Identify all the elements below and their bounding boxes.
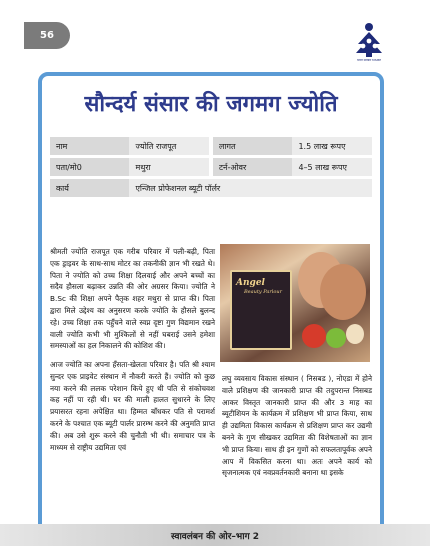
info-row-address <box>50 158 372 176</box>
footer-title: स्वावलंबन की ओर–भाग 2 <box>170 532 260 542</box>
poster-title: Angel <box>236 278 265 288</box>
parlour-poster <box>230 270 292 350</box>
parlour-photo <box>220 244 370 362</box>
info-value: एन्जिल प्रोफेशनल ब्यूटी पॉर्लर <box>129 179 372 197</box>
info-label: लागत <box>213 137 293 155</box>
info-value: 4–5 लाख रूपए <box>292 158 372 176</box>
info-label: कार्य <box>50 179 129 197</box>
info-value: मथुरा <box>129 158 209 176</box>
info-label: पता/मो0 <box>50 158 129 176</box>
profile-info-table <box>50 134 372 200</box>
paragraph-1: श्रीमती ज्योति राजपूत एक गरीब परिवार में पली-बढ़ी, पिता एक ड्राइवर के साथ-साथ मोटर का तकनीकी ज्ञान भी रखते थे। पिता ने ज्योति को उच्च शिक्षा दिलवाई और अपने बच्चों का सदैव हौसला बढ़ाकर उन्नति की ओर अग्रसर किया। ज्योति ने B.Sc की शिक्षा अपने पैतृक शहर मथुरा से प्राप्त की। पिता द्वारा मिले उद्देश्य का अनुसरण करके ज्योति के हौसले बुलन्द रहे। उच्च शिक्षा तक पहुँचने वाले स्वप्न दृष्टा गुण विद्यमान रखने वाली ज्योति कभी भी मुश्किलों से नहीं घबराई उसने हमेशा समस्याओं का हल निकालने की कोशिश की। <box>50 247 215 351</box>
logo-caption: भारत सरकार MSME <box>356 58 382 62</box>
poster-subtitle: Beauty Parlour <box>244 289 282 295</box>
article-title: सौन्दर्य संसार की जगमग ज्योति <box>84 91 338 117</box>
paragraph-3: लघु व्यवसाय विकास संस्थान ( निसबड ), नोएडा में होने वाले प्रशिक्षण की जानकारी प्राप्त की तदुपरान्त निसबड आकर विस्तृत जानकारी प्राप्त की और 3 माह का ब्यूटीशियन के कार्यक्रम में प्रशिक्षण भी प्राप्त किया, साथ ही उद्यमिता विकास कार्यक्रम से प्रशिक्षण प्राप्त कर उद्यमी बनने के गुण सीखकर उद्यमिता की विशेषताओं का ज्ञान भी प्राप्त किया। साथ ही इन गुणों को सफलतापूर्वक अपने आप में विकसित करना था। अतः अपने कार्य को सृजनात्मक एवं नवप्रवर्तनकारी बनाना था इसके <box>222 374 372 478</box>
paragraph-2: आज ज्योति का अपना हँसता-खेलता परिवार है। पति श्री श्याम सुन्दर एक प्राइवेट संस्थान में नौकरी करते हैं। ज्योति को कुछ नया करने की ललक परेशान किये हुए थी पति से संकोचवश कह नहीं पा रही थी। घर की माली हालत सुधारने के लिए प्रयासरत रहना अपेक्षित था। हिम्मत बाँधकर पति से परामर्श करने के पश्चात एक ब्यूटी पार्लर प्रारम्भ करने की अनुमति प्राप्त की। अब उसे शुरू करने की चुनौती भी थी। समाचार पत्र के माध्यम से राष्ट्रीय उद्यमिता एवं <box>50 360 215 452</box>
info-value: ज्योति राजपूत <box>129 137 209 155</box>
article-frame <box>38 72 384 536</box>
info-row-name <box>50 137 372 155</box>
info-label: टर्न-ओवर <box>213 158 293 176</box>
info-row-work <box>50 179 372 197</box>
info-value: 1.5 लाख रूपए <box>292 137 372 155</box>
page-number: 56 <box>24 22 70 49</box>
info-label: नाम <box>50 137 129 155</box>
